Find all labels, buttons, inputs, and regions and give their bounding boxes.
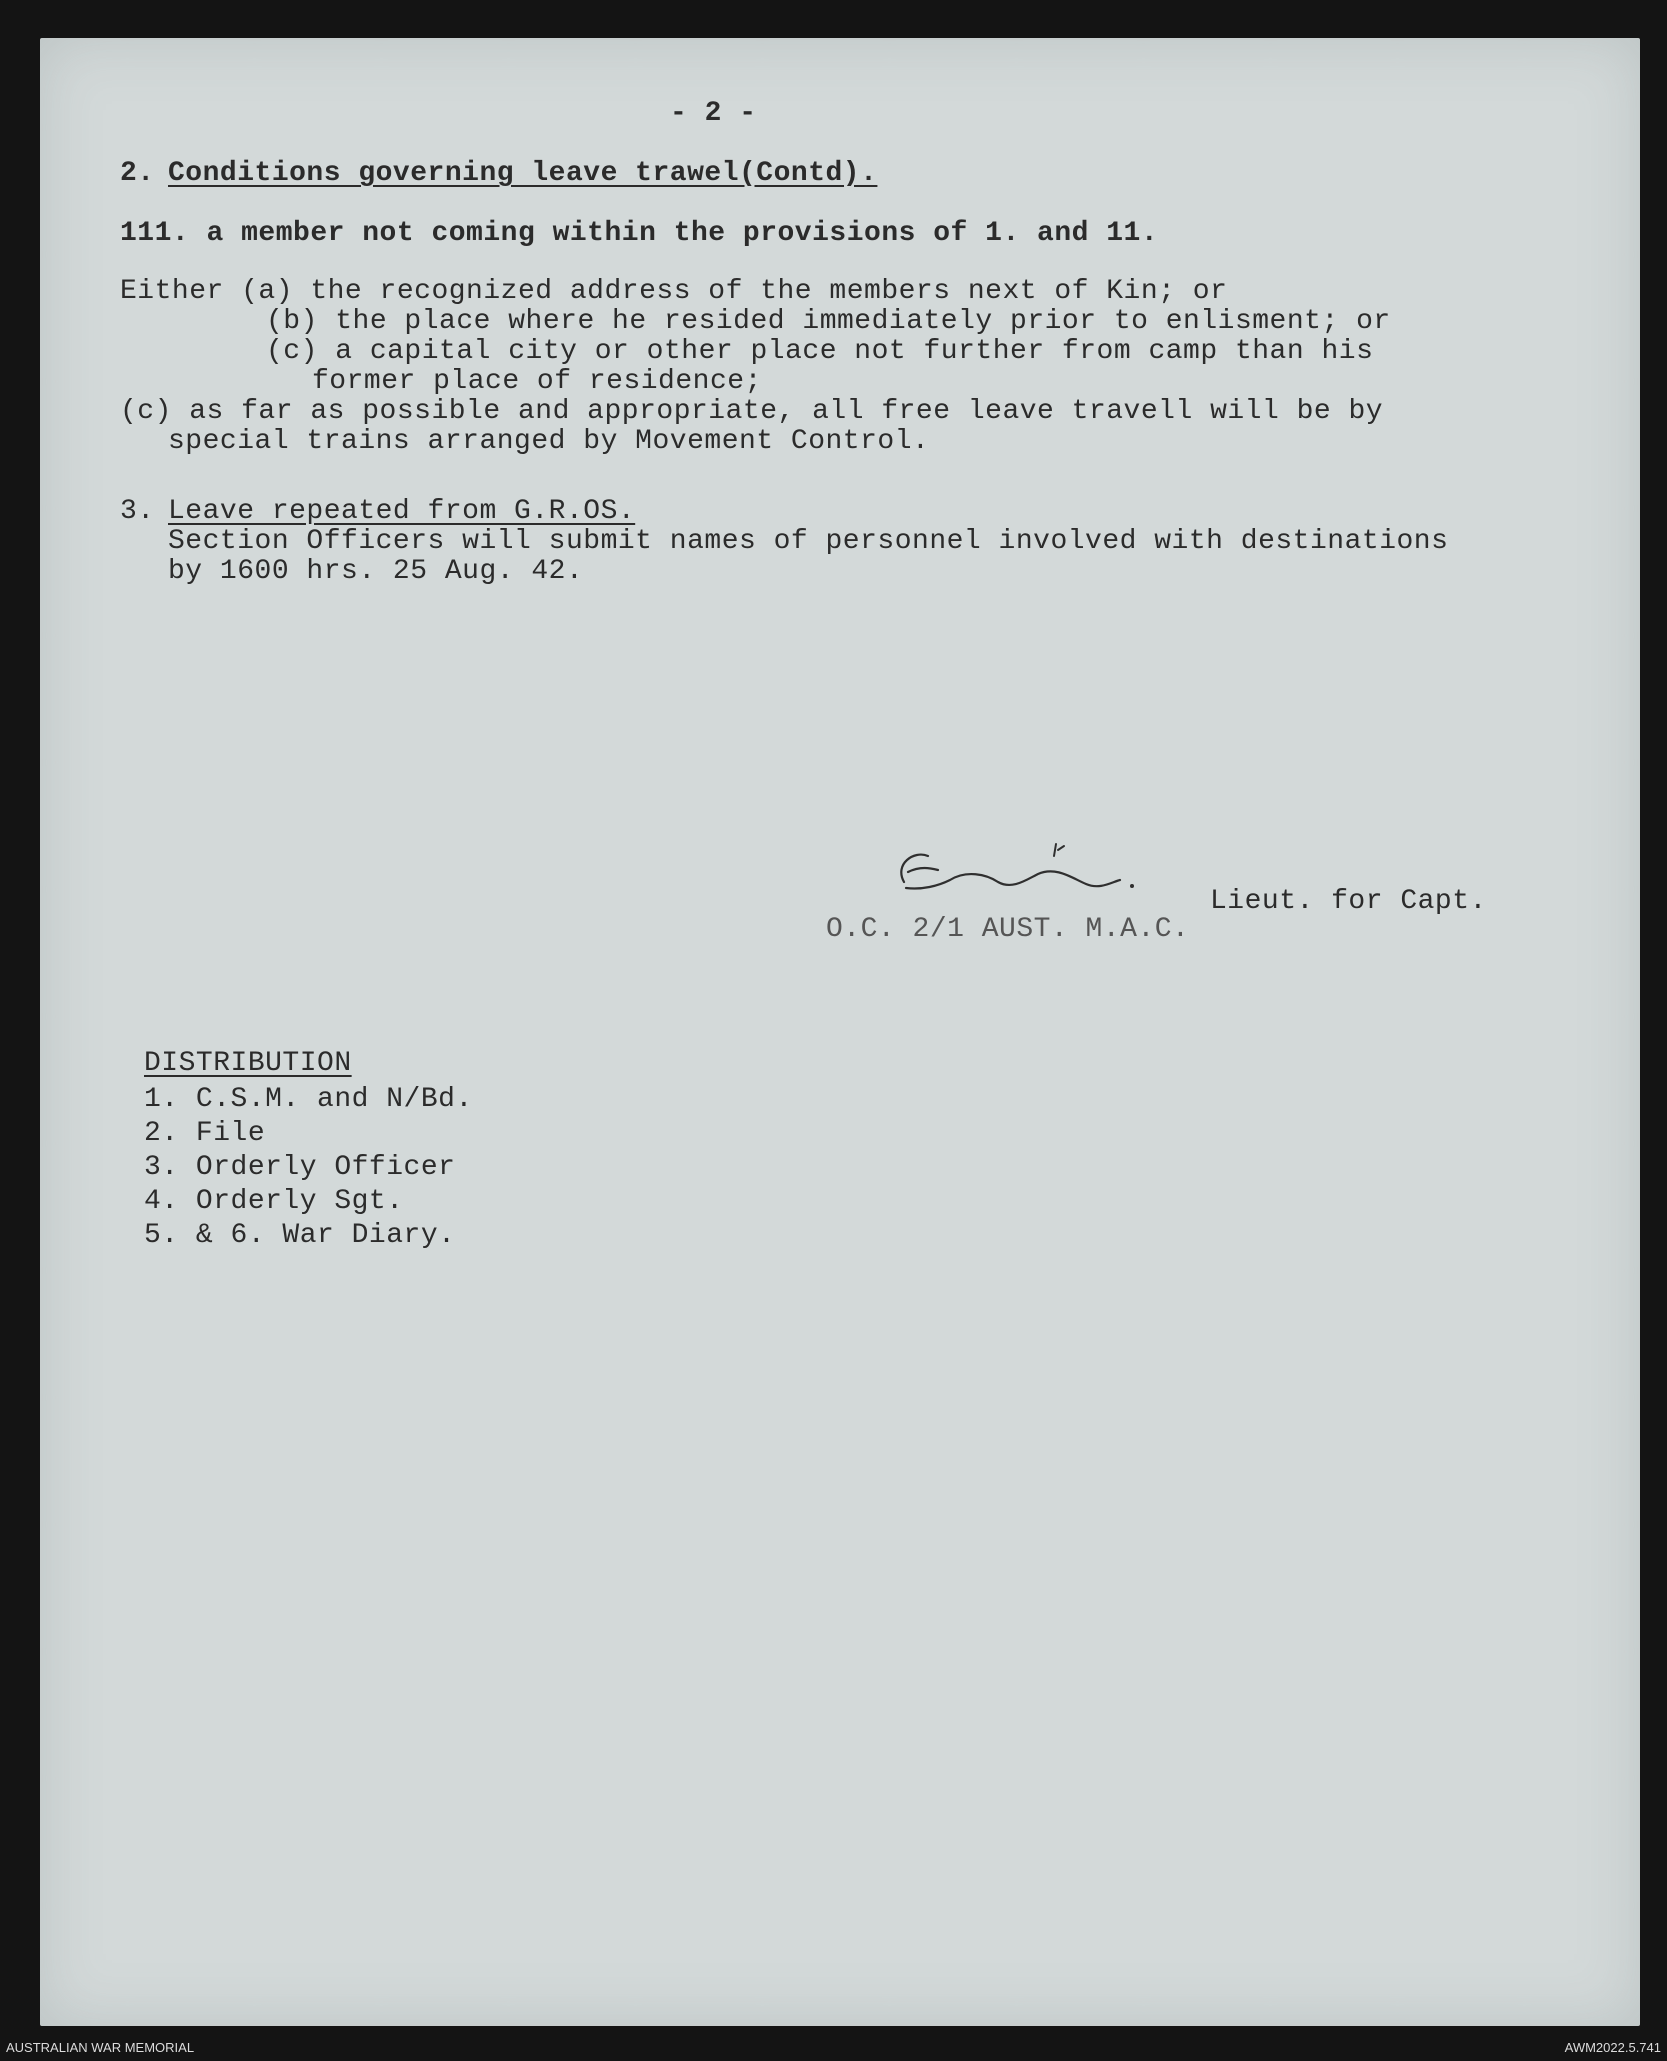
distribution-item: 1. C.S.M. and N/Bd. [144,1084,473,1115]
section-2-c-note2: special trains arranged by Movement Control. [168,426,930,457]
section-2-item-iii: 111. a member not coming within the provisions of 1. and 11. [120,218,1159,249]
section-3-number: 3. [120,496,155,527]
page-number: - 2 - [670,98,757,129]
section-2-b: (b) the place where he resided immediately prior to enlisment; or [266,306,1391,337]
section-3-heading: Leave repeated from G.R.OS. [168,496,636,527]
footer-accession-number: AWM2022.5.741 [1564,2040,1661,2055]
distribution-item: 2. File [144,1118,266,1149]
section-2-c1: (c) a capital city or other place not further from camp than his [266,336,1374,367]
handwritten-signature [886,834,1146,914]
distribution-item: 3. Orderly Officer [144,1152,456,1183]
section-2-heading: Conditions governing leave trawel(Contd). [168,158,878,189]
section-2-number: 2. [120,158,155,189]
footer-source: AUSTRALIAN WAR MEMORIAL [6,2040,195,2055]
signature-unit: O.C. 2/1 AUST. M.A.C. [826,914,1190,945]
section-3-line1: Section Officers will submit names of personnel involved with destinations [168,526,1449,557]
distribution-item: 5. & 6. War Diary. [144,1220,456,1251]
signature-rank: Lieut. for Capt. [1210,886,1487,917]
section-2-either-a: Either (a) the recognized address of the members next of Kin; or [120,276,1228,307]
distribution-item: 4. Orderly Sgt. [144,1186,404,1217]
section-2-c2: former place of residence; [312,366,762,397]
section-3-line2: by 1600 hrs. 25 Aug. 42. [168,556,584,587]
distribution-heading: DISTRIBUTION [144,1048,352,1079]
section-2-c-note1: (c) as far as possible and appropriate, all free leave travell will be by [120,396,1384,427]
document-page [40,38,1640,2026]
